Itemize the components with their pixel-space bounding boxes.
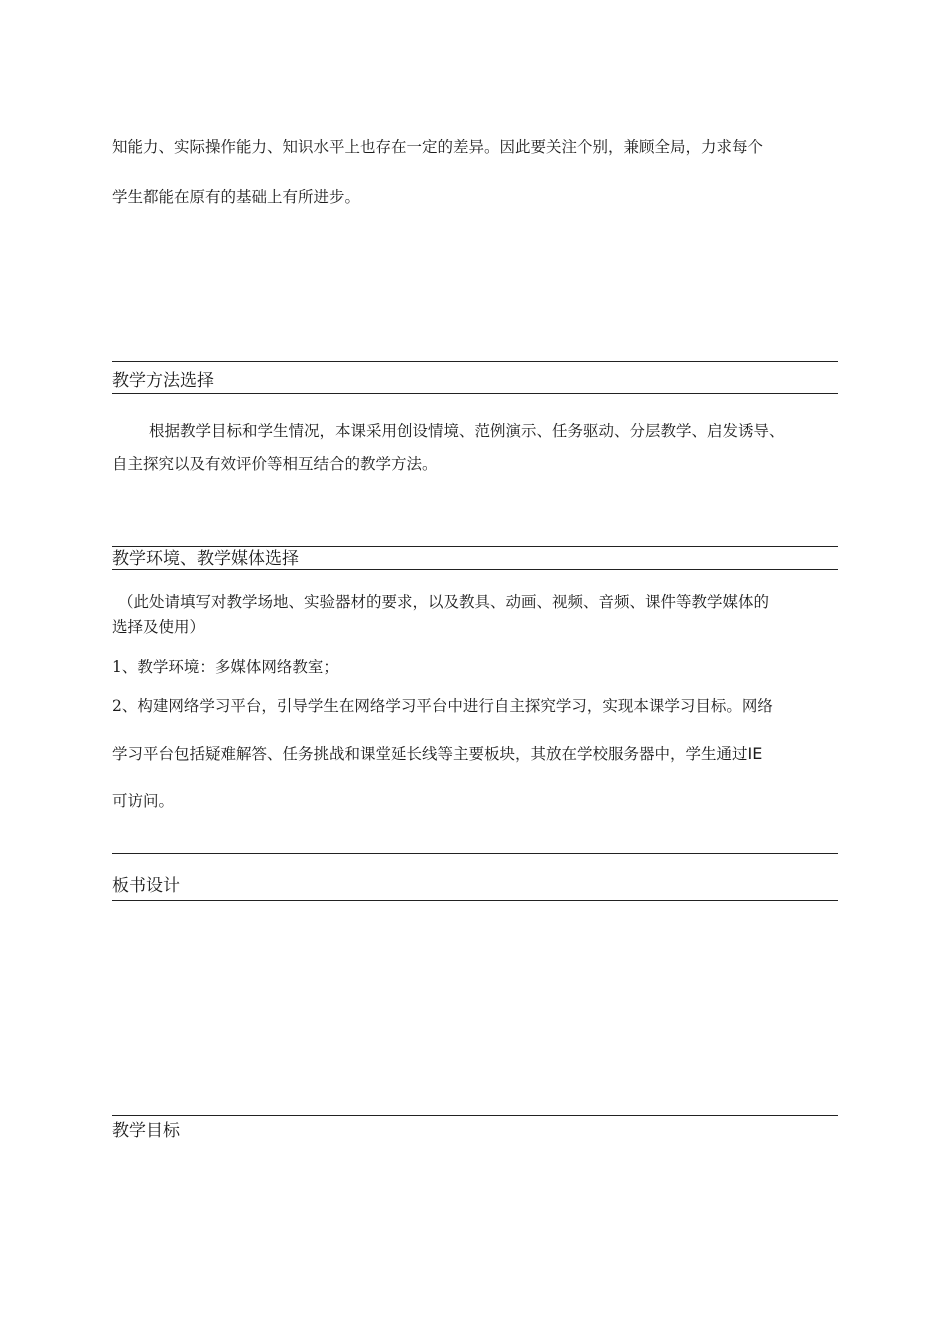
method-line-1: 根据教学目标和学生情况，本课采用创设情境、范例演示、任务驱动、分层教学、启发诱导、	[149, 422, 785, 440]
section-rule-top	[112, 1115, 838, 1116]
method-line-2: 自主探究以及有效评价等相互结合的教学方法。	[112, 455, 438, 473]
section-rule-bottom	[112, 569, 838, 570]
section-heading-environment: 教学环境、教学媒体选择	[112, 549, 299, 569]
environment-note-line-1: （此处请填写对教学场地、实验器材的要求，以及教具、动画、视频、音频、课件等教学媒体的	[118, 593, 770, 611]
environment-note-line-2: 选择及使用）	[112, 618, 206, 636]
section-rule-top	[112, 853, 838, 854]
section-rule-bottom	[112, 900, 838, 901]
section-heading-board: 板书设计	[112, 876, 180, 896]
section-heading-method: 教学方法选择	[112, 371, 214, 391]
intro-line-1: 知能力、实际操作能力、知识水平上也存在一定的差异。因此要关注个别，兼顾全局，力求每个	[112, 138, 764, 156]
intro-line-2: 学生都能在原有的基础上有所进步。	[112, 188, 361, 206]
environment-item-1: 1、教学环境：多媒体网络教室；	[112, 658, 339, 676]
section-heading-goals: 教学目标	[112, 1121, 180, 1141]
environment-item-2-line-2	[112, 744, 762, 764]
section-rule-top	[112, 546, 838, 547]
environment-item-2-line-1: 2、构建网络学习平台，引导学生在网络学习平台中进行自主探究学习，实现本课学习目标。网络	[112, 697, 773, 715]
environment-item-2-line-3: 可访问。	[112, 792, 175, 810]
environment-item-2-ie: IE	[747, 744, 763, 763]
section-rule-top	[112, 361, 838, 362]
environment-item-2-line-2-text: 学习平台包括疑难解答、任务挑战和课堂延长线等主要板块，其放在学校服务器中，学生通过	[112, 745, 748, 763]
section-rule-bottom	[112, 393, 838, 394]
